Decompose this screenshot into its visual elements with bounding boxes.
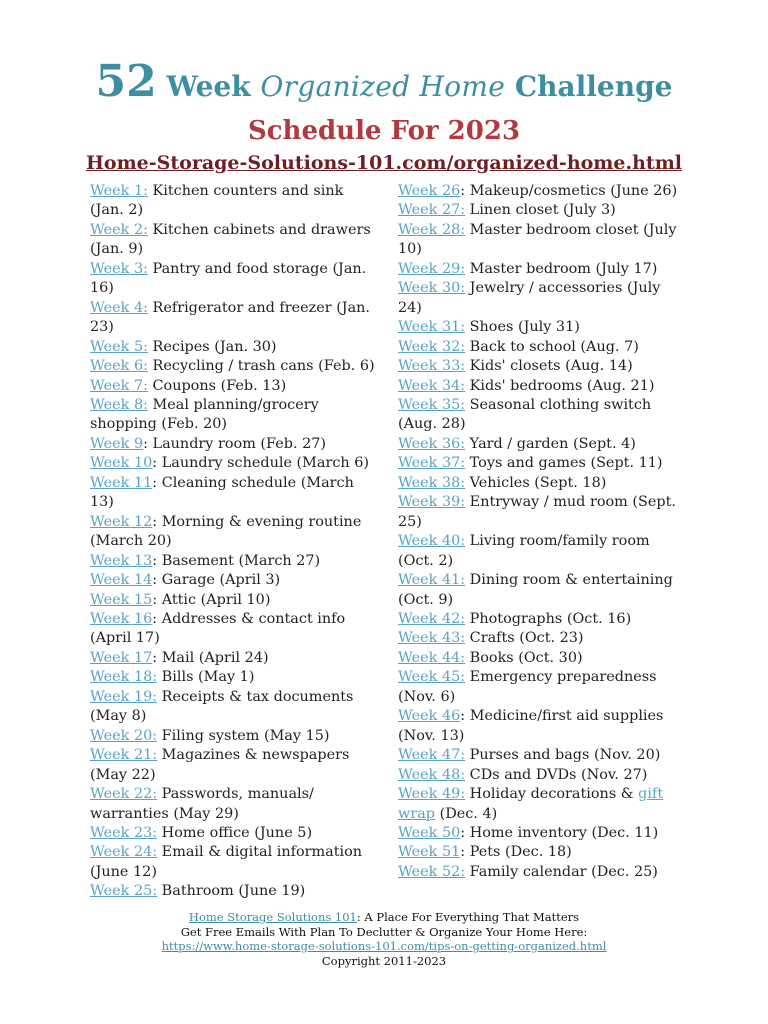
schedule-entry [398,279,688,318]
page-subtitle: Schedule For 2023 [247,116,521,146]
schedule-entry [398,843,688,862]
entry-text: : Mail (April 24) [152,649,269,666]
site-link[interactable]: Home-Storage-Solutions-101.com/organized-home.html [85,152,683,174]
schedule-entry [398,532,688,571]
entry-text: Vehicles (Sept. 18) [465,474,607,491]
week-link[interactable]: Week 47: [398,747,466,764]
schedule-entry [398,571,688,610]
entry-text: Refrigerator and freezer (Jan. 23) [90,299,371,336]
entry-text: Passwords, manuals/ warranties (May 29) [90,786,314,822]
week-link[interactable]: Week 17 [90,649,153,666]
schedule-entry [398,221,688,260]
entry-text: Kitchen cabinets and drawers (Jan. 9) [90,221,371,258]
schedule-entry [90,377,380,396]
week-link[interactable]: Week 27: [398,202,466,219]
week-link[interactable]: Week 35: [398,396,466,413]
schedule-entry [90,746,380,785]
schedule-entry [398,785,688,824]
week-link[interactable]: Week 22: [90,786,158,803]
week-link[interactable]: Week 10 [90,455,153,472]
schedule-entry [90,357,380,376]
title-challenge: Challenge [514,70,673,103]
entry-text: Master bedroom (July 17) [465,260,658,277]
week-link[interactable]: Week 1: [90,183,148,199]
title-number: 52 [95,56,157,107]
footer-brand-link[interactable]: Home Storage Solutions 101 [188,910,357,924]
entry-text: Kitchen counters and sink (Jan. 2) [90,183,344,219]
entry-text-end: (Dec. 4) [435,805,498,822]
entry-text: Linen closet (July 3) [465,202,616,219]
schedule-entry [398,182,688,201]
week-link[interactable]: Week 50 [398,824,461,841]
week-link[interactable]: Week 23: [90,824,158,841]
entry-text: Seasonal clothing switch (Aug. 28) [398,396,652,433]
schedule-entry [90,824,380,843]
schedule-entry [398,435,688,454]
entry-text: Emergency preparedness (Nov. 6) [398,669,657,705]
entry-text: Coupons (Feb. 13) [147,377,287,394]
header [0,56,768,176]
week-link[interactable]: Week 52: [398,863,466,880]
entry-text: : Basement (March 27) [152,552,321,569]
entry-text: Receipts & tax documents (May 8) [90,688,354,725]
schedule-entry [398,260,688,279]
schedule-entry [398,629,688,648]
schedule-entry [90,552,380,571]
schedule-entry [398,824,688,843]
left-column [90,182,380,902]
entry-text: Meal planning/grocery shopping (Feb. 20) [90,396,319,433]
entry-text: : Attic (April 10) [152,591,271,608]
entry-text: : Laundry schedule (March 6) [152,455,370,472]
week-link[interactable]: Week 2: [90,221,148,238]
entry-text: Jewelry / accessories (July 24) [398,280,661,316]
week-link[interactable]: Week 12 [90,513,153,530]
entry-text: Email & digital information (June 12) [90,844,363,880]
week-link[interactable]: Week 24: [90,844,158,861]
page-title [0,56,768,113]
week-link[interactable]: Week 32: [398,338,466,355]
week-link[interactable]: Week 37: [398,455,466,472]
week-link[interactable]: Week 3: [90,260,148,277]
week-link[interactable]: Week 39: [398,494,466,511]
footer-copyright: Copyright 2011-2023 [321,953,447,968]
schedule-entry [90,688,380,727]
week-link[interactable]: Week 33: [398,358,466,375]
entry-text: Magazines & newspapers (May 22) [90,747,350,783]
schedule-entry [398,668,688,707]
schedule-entry [398,338,688,357]
week-link[interactable]: Week 31: [398,319,466,336]
schedule-entry [398,201,688,220]
schedule-entry [90,221,380,260]
entry-text: : Laundry room (Feb. 27) [143,435,327,452]
schedule-entry [398,377,688,396]
entry-text: : Cleaning schedule (March 13) [90,474,354,511]
right-column [398,182,688,882]
week-link[interactable]: Week 51 [398,844,461,861]
title-week: Week [166,70,251,103]
week-link[interactable]: Week 26 [398,183,461,199]
entry-text: Holiday decorations & [465,786,639,803]
entry-text: Toys and games (Sept. 11) [465,455,663,472]
week-link[interactable]: Week 45: [398,669,466,686]
entry-text: Kids' bedrooms (Aug. 21) [465,377,655,394]
week-link[interactable]: Week 44: [398,649,466,666]
schedule-entry [90,843,380,882]
week-link[interactable]: Week 36: [398,435,466,452]
week-link[interactable]: Week 40: [398,533,466,550]
week-link[interactable]: Week 46 [398,708,461,725]
week-link[interactable]: Week 42: [398,610,466,627]
entry-text: : Medicine/first aid supplies (Nov. 13) [398,708,664,744]
entry-text: Pantry and food storage (Jan. 16) [90,260,367,297]
week-link[interactable]: Week 15 [90,591,153,608]
schedule-entry [90,338,380,357]
entry-text: Crafts (Oct. 23) [465,630,584,647]
schedule-entry [90,396,380,435]
footer-line-1 [0,910,768,925]
schedule-entry [90,727,380,746]
entry-text: Back to school (Aug. 7) [465,338,639,355]
entry-text: CDs and DVDs (Nov. 27) [465,766,648,783]
schedule-entry [90,882,380,901]
entry-text: Shoes (July 31) [465,319,580,336]
schedule-entry [398,610,688,629]
schedule-entry [90,299,380,338]
footer-url-link[interactable]: https://www.home-storage-solutions-101.com/tips-on-getting-organized.html [161,939,607,953]
schedule-entry [398,493,688,532]
schedule-entry [398,454,688,473]
entry-text: Family calendar (Dec. 25) [465,863,658,880]
week-link[interactable]: Week 4: [90,299,148,316]
title-script: Organized Home [260,70,506,103]
week-link[interactable]: Week 14 [90,572,153,589]
week-link[interactable]: Week 16 [90,610,153,627]
schedule-entry [398,766,688,785]
entry-text: Purses and bags (Nov. 20) [465,747,661,764]
week-link[interactable]: Week 29: [398,260,466,277]
entry-text: Bills (May 1) [157,669,255,686]
schedule-entry [398,357,688,376]
entry-text: : Addresses & contact info (April 17) [90,610,346,647]
schedule-entry [90,513,380,552]
week-link[interactable]: Week 20: [90,727,158,744]
entry-text: Master bedroom closet (July 10) [398,221,677,258]
entry-text: Entryway / mud room (Sept. 25) [398,494,676,530]
week-link[interactable]: Week 18: [90,669,158,686]
entry-text: Home office (June 5) [157,824,313,841]
schedule-entry [398,746,688,765]
gift-wrap-link[interactable]: gift wrap [398,786,664,822]
entry-text: Recycling / trash cans (Feb. 6) [147,358,375,375]
footer-line-3 [0,939,768,954]
schedule-entry [398,396,688,435]
week-link[interactable]: Week 8: [90,396,148,413]
entry-text: Recipes (Jan. 30) [147,338,277,355]
schedule-entry [90,610,380,649]
entry-text: Photographs (Oct. 16) [465,610,632,627]
schedule-entry [398,707,688,746]
schedule-entry [398,474,688,493]
week-link[interactable]: Week 38: [398,474,466,491]
entry-text: : Home inventory (Dec. 11) [460,824,659,841]
entry-text: : Makeup/cosmetics (June 26) [460,183,678,199]
schedule-entry [398,318,688,337]
schedule-entry [90,668,380,687]
week-link[interactable]: Week 41: [398,572,466,589]
entry-text: Bathroom (June 19) [157,883,306,900]
week-link[interactable]: Week 11 [90,474,153,491]
schedule-entry [398,649,688,668]
week-link[interactable]: Week 43: [398,630,466,647]
entry-text: Yard / garden (Sept. 4) [465,435,636,452]
week-link[interactable]: Week 6: [90,358,148,375]
schedule-entry [90,649,380,668]
schedule-entry [90,182,380,221]
week-link[interactable]: Week 30: [398,280,466,297]
week-link[interactable]: Week 5: [90,338,148,355]
entry-text: Kids' closets (Aug. 14) [465,358,633,375]
footer [0,910,768,968]
entry-text: Filing system (May 15) [157,727,330,744]
footer-line-2: Get Free Emails With Plan To Declutter & Organize Your Home Here: [180,924,588,939]
entry-text: : Morning & evening routine (March 20) [90,513,362,550]
week-link[interactable]: Week 49: [398,786,466,803]
week-link[interactable]: Week 28: [398,221,466,238]
schedule-entry [90,591,380,610]
week-link[interactable]: Week 25: [90,883,158,900]
entry-text: Dining room & entertaining (Oct. 9) [398,572,673,608]
week-link[interactable]: Week 48: [398,766,466,783]
week-link[interactable]: Week 9 [90,435,144,452]
week-link[interactable]: Week 7: [90,377,148,394]
schedule-entry [90,435,380,454]
week-link[interactable]: Week 13 [90,552,153,569]
entry-text: : Garage (April 3) [152,572,281,589]
entry-text: Living room/family room (Oct. 2) [398,533,650,569]
schedule-entry [90,785,380,824]
schedule-entry [90,474,380,513]
schedule-entry [90,260,380,299]
footer-tagline: : A Place For Everything That Matters [356,910,580,924]
week-link[interactable]: Week 21: [90,747,158,764]
schedule-entry [398,863,688,882]
schedule-entry [90,571,380,590]
week-link[interactable]: Week 34: [398,377,466,394]
entry-text: Books (Oct. 30) [465,649,583,666]
week-link[interactable]: Week 19: [90,688,158,705]
entry-text: : Pets (Dec. 18) [460,844,572,861]
schedule-entry [90,454,380,473]
